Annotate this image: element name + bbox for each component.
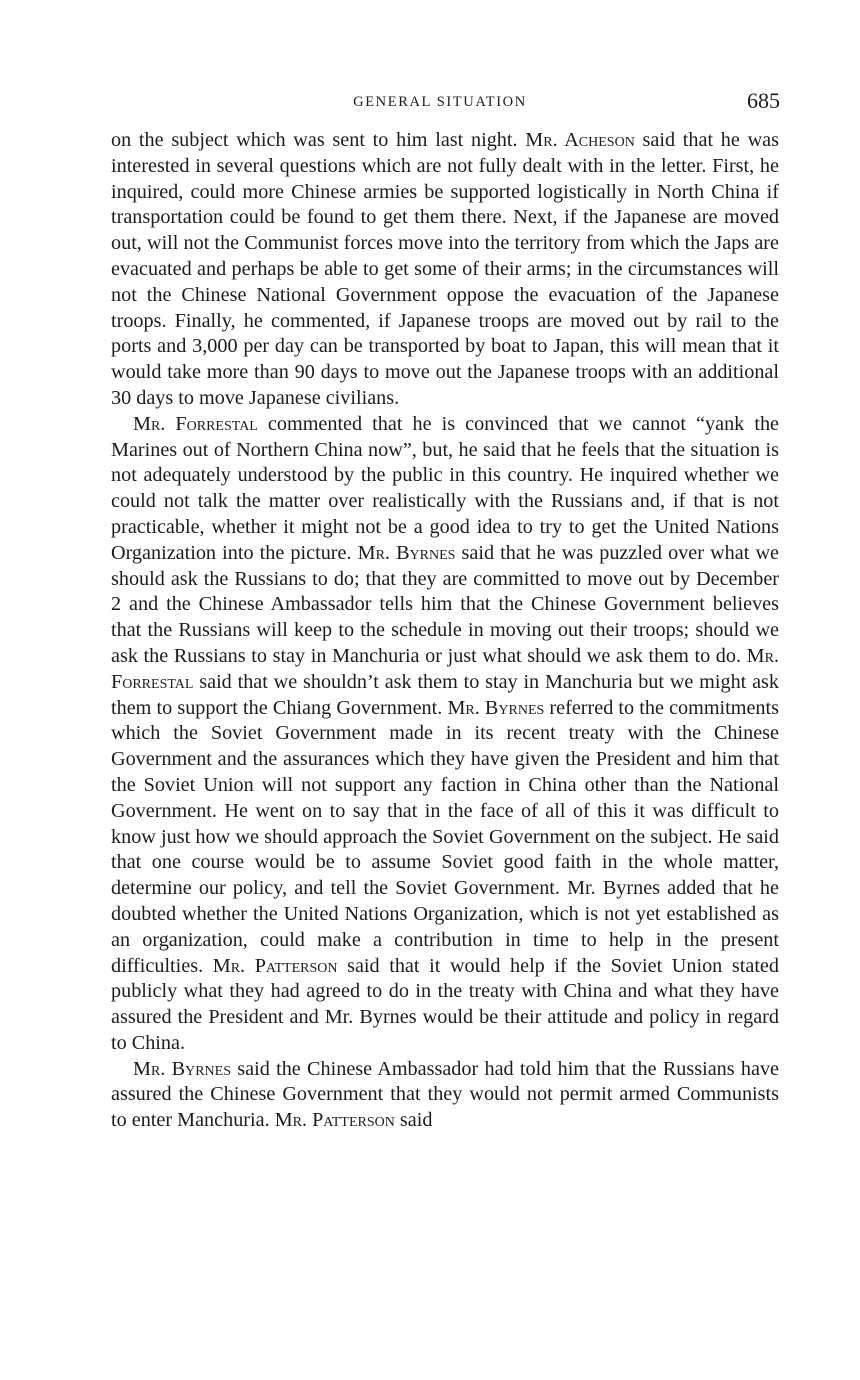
text-run: said <box>394 1109 433 1132</box>
text-run: said that we shouldn’t ask them to stay in Manchuria but we might ask them to support the Chiang Government. <box>111 670 779 719</box>
speaker-name: Mr. Byrnes <box>357 541 456 564</box>
paragraph <box>111 128 779 412</box>
speaker-name: Mr. Patterson <box>274 1109 395 1132</box>
text-run: referred to the commitments which the Soviet Government made in its recent treaty with the Chinese Government and the assurances which they have given the President and him that the Soviet Union will not support any faction in China other than the National Government. He went on to say that in the face of all of this it was difficult to know just how we should approach the Soviet Government on the subject. He said that one course would be to assume Soviet good faith in the whole matter, determine our policy, and tell the Soviet Government. Mr. Byrnes added that he doubted whether the United Nations Organization, which is not yet established as an organization, could make a contribution in time to help in the present difficulties. <box>111 696 779 977</box>
text-run: said that he was puzzled over what we should ask the Russians to do; that they are committed to move out by December 2 and the Chinese Ambassador tells him that the Chinese Government believes that the Russians will keep to the schedule in moving out their troops; should we ask the Russians to stay in Manchuria or just what should we ask them to do. <box>111 541 779 667</box>
text-run: said that it would help if the Soviet Union stated publicly what they had agreed to do in the treaty with China and what they have assured the President and Mr. Byrnes would be their attitude and policy in regard to China. <box>111 954 779 1054</box>
paragraph <box>111 412 779 1057</box>
speaker-name: Mr. Forrestal <box>111 644 779 693</box>
speaker-name: Mr. Patterson <box>212 954 338 977</box>
page-number: 685 <box>747 88 780 113</box>
paragraph <box>111 1057 779 1134</box>
text-run: said the Chinese Ambassador had told him that the Russians have assured the Chinese Government that they would not permit armed Communists to enter Manchuria. <box>111 1057 780 1132</box>
running-title: GENERAL SITUATION <box>353 94 527 110</box>
text-run: on the subject which was sent to him last night. <box>111 129 526 151</box>
body-text <box>111 128 779 1134</box>
running-header <box>110 88 780 118</box>
speaker-name: Mr. Forrestal <box>133 412 258 435</box>
text-run: said that he was interested in several questions which are not fully dealt with in the letter. First, he inquired, could more Chinese armies be supported logistically in North China if transportation could be found to get them there. Next, if the Japanese are moved out, will not the Communist forces move into the territory from which the Japs are evacuated and perhaps be able to get some of their arms; in the circumstances will not the Chinese National Government oppose the evacuation of the Japanese troops. Finally, he commented, if Japanese troops are moved out by rail to the ports and 3,000 per day can be transported by boat to Japan, this will mean that it would take more than 90 days to move out the Japanese troops with an additional 30 days to move Japanese civilians. <box>111 129 779 409</box>
text-run: commented that he is convinced that we cannot “yank the Marines out of Northern China now”, but, he said that he feels that the situation is not adequately understood by the public in this country. He inquired whether we could not talk the matter over realistically with the Russians and, if that is not practicable, whether it might not be a good idea to try to get the United Nations Organization into the picture. <box>111 412 779 564</box>
speaker-name: Mr. Byrnes <box>447 696 545 719</box>
speaker-name: Mr. Byrnes <box>133 1057 231 1080</box>
speaker-name: Mr. Acheson <box>525 129 635 151</box>
